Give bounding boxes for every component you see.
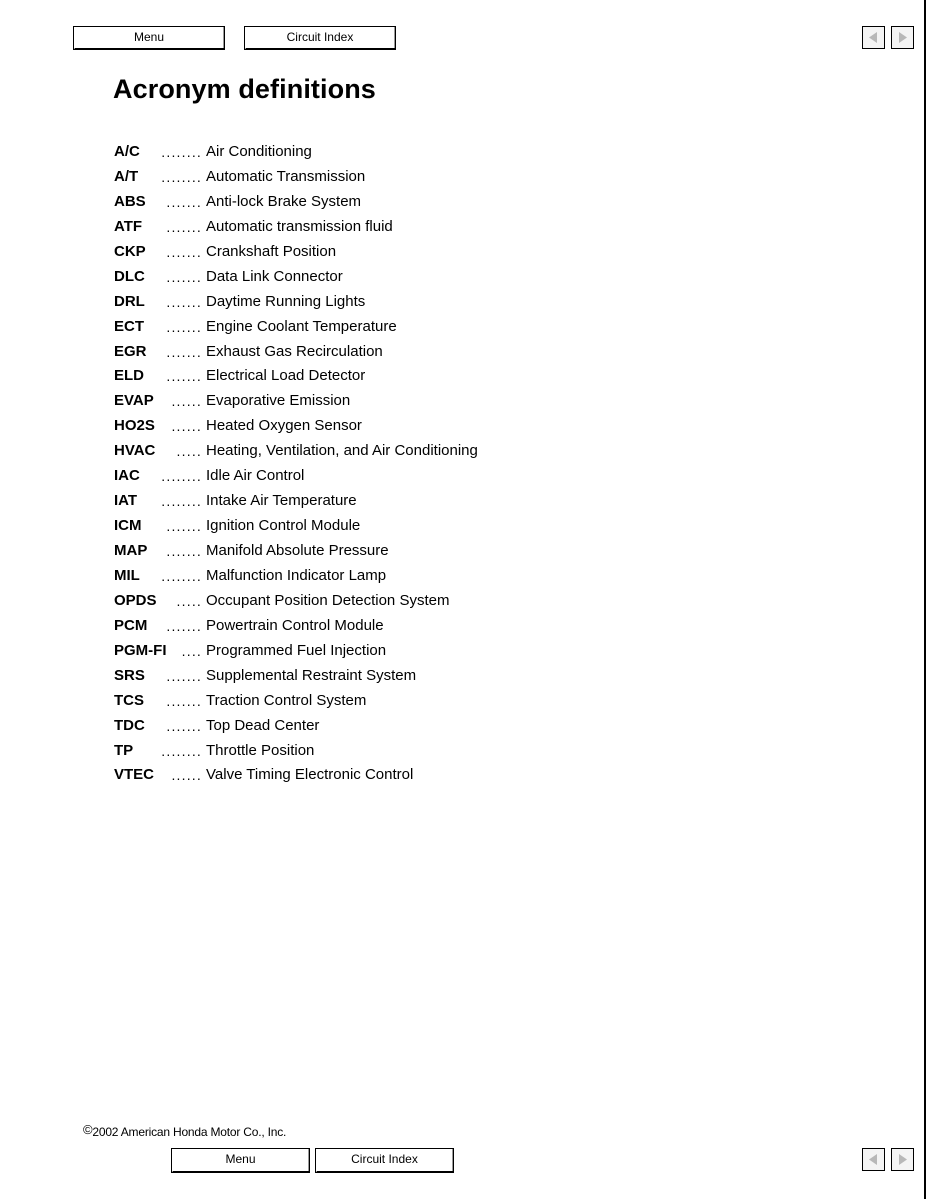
acronym-definition: Valve Timing Electronic Control <box>206 766 414 784</box>
leader-dots: ....... <box>166 692 202 709</box>
top-menu-button-label: Menu <box>133 30 165 44</box>
acronym-definition: Heating, Ventilation, and Air Conditioning <box>206 442 478 460</box>
bottom-next-page-button[interactable] <box>891 1148 914 1171</box>
leader-dots: ....... <box>166 268 202 285</box>
leader-dots: ....... <box>166 218 202 235</box>
leader-dots: ..... <box>176 443 202 460</box>
acronym-definition: Air Conditioning <box>206 143 312 160</box>
top-circuit-index-button[interactable] <box>244 26 396 50</box>
acronym-definition: Throttle Position <box>206 741 315 759</box>
leader-dots: ....... <box>166 617 202 634</box>
acronym-abbreviation: ELD <box>114 367 144 385</box>
top-previous-page-button[interactable] <box>862 26 885 49</box>
acronym-abbreviation: PGM-FI <box>114 641 167 659</box>
acronym-abbreviation: ECT <box>114 317 144 335</box>
leader-dots: ....... <box>166 518 202 535</box>
acronym-abbreviation: TDC <box>114 716 145 734</box>
leader-dots: ....... <box>166 318 202 335</box>
acronym-abbreviation: EGR <box>114 342 147 360</box>
page-title: Acronym definitions <box>113 74 376 104</box>
acronym-definition: Exhaust Gas Recirculation <box>206 342 383 360</box>
acronym-abbreviation: ICM <box>114 517 142 535</box>
leader-dots: ........ <box>161 742 202 759</box>
leader-dots: .... <box>181 642 202 659</box>
leader-dots: ....... <box>166 717 202 734</box>
top-menu-button[interactable] <box>73 26 225 50</box>
acronym-definition: Daytime Running Lights <box>206 292 366 310</box>
acronym-definition: Supplemental Restraint System <box>206 666 417 684</box>
acronym-definition: Idle Air Control <box>206 467 305 485</box>
bottom-circuit-index-button-label: Circuit Index <box>351 1152 418 1166</box>
acronym-abbreviation: ATF <box>114 217 143 235</box>
copyright-notice <box>83 1124 286 1139</box>
leader-dots: ........ <box>161 468 202 485</box>
acronym-abbreviation: A/C <box>114 143 140 160</box>
leader-dots: ....... <box>166 667 202 684</box>
acronym-definition: Data Link Connector <box>206 267 343 285</box>
acronym-abbreviation: SRS <box>114 666 145 684</box>
triangle-left-icon <box>869 32 878 43</box>
leader-dots: ....... <box>166 343 202 360</box>
top-next-page-button[interactable] <box>891 26 914 49</box>
acronym-definition: Heated Oxygen Sensor <box>206 417 362 435</box>
acronym-abbreviation: EVAP <box>114 392 154 410</box>
acronym-abbreviation: A/T <box>114 167 139 185</box>
leader-dots: ...... <box>171 418 202 435</box>
acronym-abbreviation: IAT <box>114 492 138 510</box>
acronym-abbreviation: TP <box>114 741 134 759</box>
acronym-abbreviation: CKP <box>114 242 146 260</box>
leader-dots: ........ <box>161 567 202 584</box>
bottom-previous-page-button[interactable] <box>862 1148 885 1171</box>
bottom-menu-button[interactable] <box>171 1148 310 1173</box>
acronym-definition: Malfunction Indicator Lamp <box>206 566 387 584</box>
acronym-abbreviation: OPDS <box>114 591 157 609</box>
acronym-definition: Top Dead Center <box>206 716 320 734</box>
acronym-definition: Intake Air Temperature <box>206 492 357 510</box>
leader-dots: ....... <box>166 543 202 559</box>
acronym-definition: Automatic transmission fluid <box>206 217 393 235</box>
leader-dots: ........ <box>161 144 202 160</box>
leader-dots: ....... <box>166 368 202 385</box>
copyright-text: 2002 American Honda Motor Co., Inc. <box>92 1125 287 1139</box>
acronym-definition: Anti-lock Brake System <box>206 192 362 210</box>
acronym-abbreviation: MAP <box>114 542 148 559</box>
triangle-left-icon <box>869 1154 878 1165</box>
acronym-abbreviation: ABS <box>114 192 146 210</box>
leader-dots: ........ <box>161 493 202 510</box>
acronym-definition: Automatic Transmission <box>206 167 366 185</box>
acronym-abbreviation: PCM <box>114 616 148 634</box>
acronym-abbreviation: HVAC <box>114 442 156 460</box>
acronym-abbreviation: TCS <box>114 691 144 709</box>
page-right-border <box>924 0 926 1199</box>
acronym-abbreviation: VTEC <box>114 766 155 784</box>
acronym-abbreviation: DLC <box>114 267 145 285</box>
leader-dots: ........ <box>161 168 202 185</box>
acronym-definition: Traction Control System <box>206 691 367 709</box>
acronym-abbreviation: IAC <box>114 467 140 485</box>
leader-dots: ...... <box>171 767 202 784</box>
copyright-symbol: © <box>83 1122 93 1137</box>
acronym-abbreviation: MIL <box>114 566 140 584</box>
acronym-definition: Crankshaft Position <box>206 242 337 260</box>
acronym-definition: Electrical Load Detector <box>206 367 366 385</box>
leader-dots: ....... <box>166 193 202 210</box>
leader-dots: ....... <box>166 243 202 260</box>
bottom-menu-button-label: Menu <box>225 1152 256 1166</box>
acronym-definition: Engine Coolant Temperature <box>206 317 397 335</box>
bottom-circuit-index-button[interactable] <box>315 1148 454 1173</box>
acronym-definition: Occupant Position Detection System <box>206 591 450 609</box>
acronym-definition: Ignition Control Module <box>206 517 361 535</box>
top-circuit-index-button-label: Circuit Index <box>286 30 354 44</box>
acronym-abbreviation: DRL <box>114 292 145 310</box>
acronym-definition: Programmed Fuel Injection <box>206 641 387 659</box>
acronym-abbreviation: HO2S <box>114 417 155 435</box>
triangle-right-icon <box>898 32 907 43</box>
leader-dots: ..... <box>176 592 202 609</box>
leader-dots: ....... <box>166 293 202 310</box>
acronym-definition: Manifold Absolute Pressure <box>206 542 389 559</box>
leader-dots: ...... <box>171 393 202 410</box>
acronym-definition: Powertrain Control Module <box>206 616 384 634</box>
acronym-definition: Evaporative Emission <box>206 392 351 410</box>
triangle-right-icon <box>898 1154 907 1165</box>
